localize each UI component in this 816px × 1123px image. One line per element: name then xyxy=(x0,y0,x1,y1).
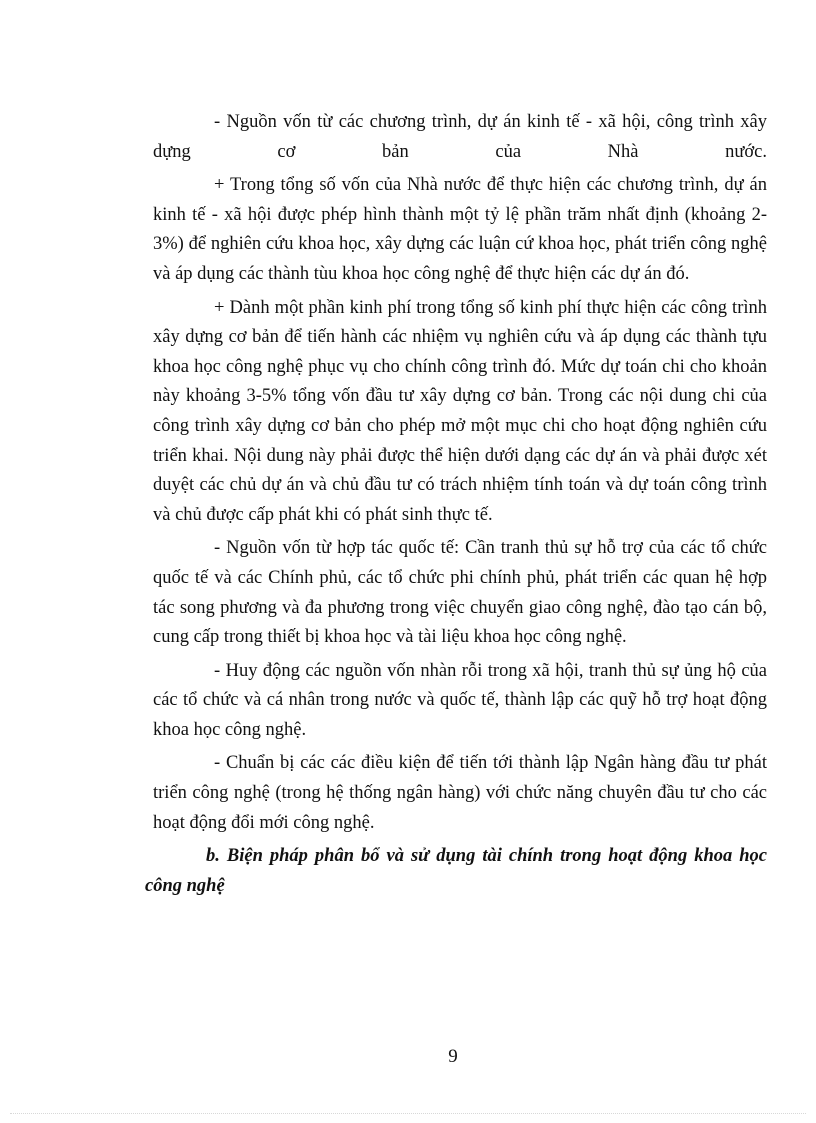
document-body xyxy=(145,108,767,901)
page-bottom-divider xyxy=(10,1113,806,1114)
paragraph-construction-budget: + Dành một phần kinh phí trong tổng số kinh phí thực hiện các công trình xây dựng cơ bản để tiến hành các nhiệm vụ nghiên cứu và áp dụng các thành tựu khoa học công nghệ phục vụ cho chính công trình đó. Mức dự toán chi cho khoản này khoảng 3-5% tổng vốn đầu tư xây dựng cơ bản. Trong các nội dung chi của công trình xây dựng cơ bản cho phép mở một mục chi cho hoạt động nghiên cứu triển khai. Nội dung này phải được thể hiện dưới dạng các dự án và phải được xét duyệt các chủ dự án và chủ đầu tư có trách nhiệm tính toán và dự toán công trình và chủ được cấp phát khi có phát sinh thực tế. xyxy=(153,297,767,525)
paragraph-international-cooperation: - Nguồn vốn từ hợp tác quốc tế: Cần tranh thủ sự hỗ trợ của các tổ chức quốc tế và các Chính phủ, các tổ chức phi chính phủ, phát triển các quan hệ hợp tác song phương và đa phương trong việc chuyển giao công nghệ, đào tạo cán bộ, cung cấp trong thiết bị khoa học và tài liệu khoa học công nghệ. xyxy=(153,538,767,648)
paragraph-funding-programs: - Nguồn vốn từ các chương trình, dự án kinh tế - xã hội, công trình xây dựng cơ bản của Nhà nước. xyxy=(153,112,767,162)
page-number: 9 xyxy=(448,1046,458,1067)
paragraph-investment-bank: - Chuẩn bị các các điều kiện để tiến tới thành lập Ngân hàng đầu tư phát triển công nghệ (trong hệ thống ngân hàng) với chức năng chuyên đầu tư cho các hoạt động đổi mới công nghệ. xyxy=(153,753,767,833)
paragraph-idle-capital: - Huy động các nguồn vốn nhàn rỗi trong xã hội, tranh thủ sự ủng hộ của các tổ chức và cá nhân trong nước và quốc tế, thành lập các quỹ hỗ trợ hoạt động khoa học công nghệ. xyxy=(153,660,767,740)
paragraph-state-capital-share: + Trong tổng số vốn của Nhà nước để thực hiện các chương trình, dự án kinh tế - xã hội được phép hình thành một tỷ lệ phần trăm nhất định (khoảng 2-3%) để nghiên cứu khoa học, xây dựng các luận cứ khoa học, phát triển công nghệ và áp dụng các thành tùu khoa học công nghệ để thực hiện các dự án đó. xyxy=(153,175,767,284)
section-heading-b: b. Biện pháp phân bổ và sử dụng tài chính trong hoạt động khoa học công nghệ xyxy=(145,846,767,896)
